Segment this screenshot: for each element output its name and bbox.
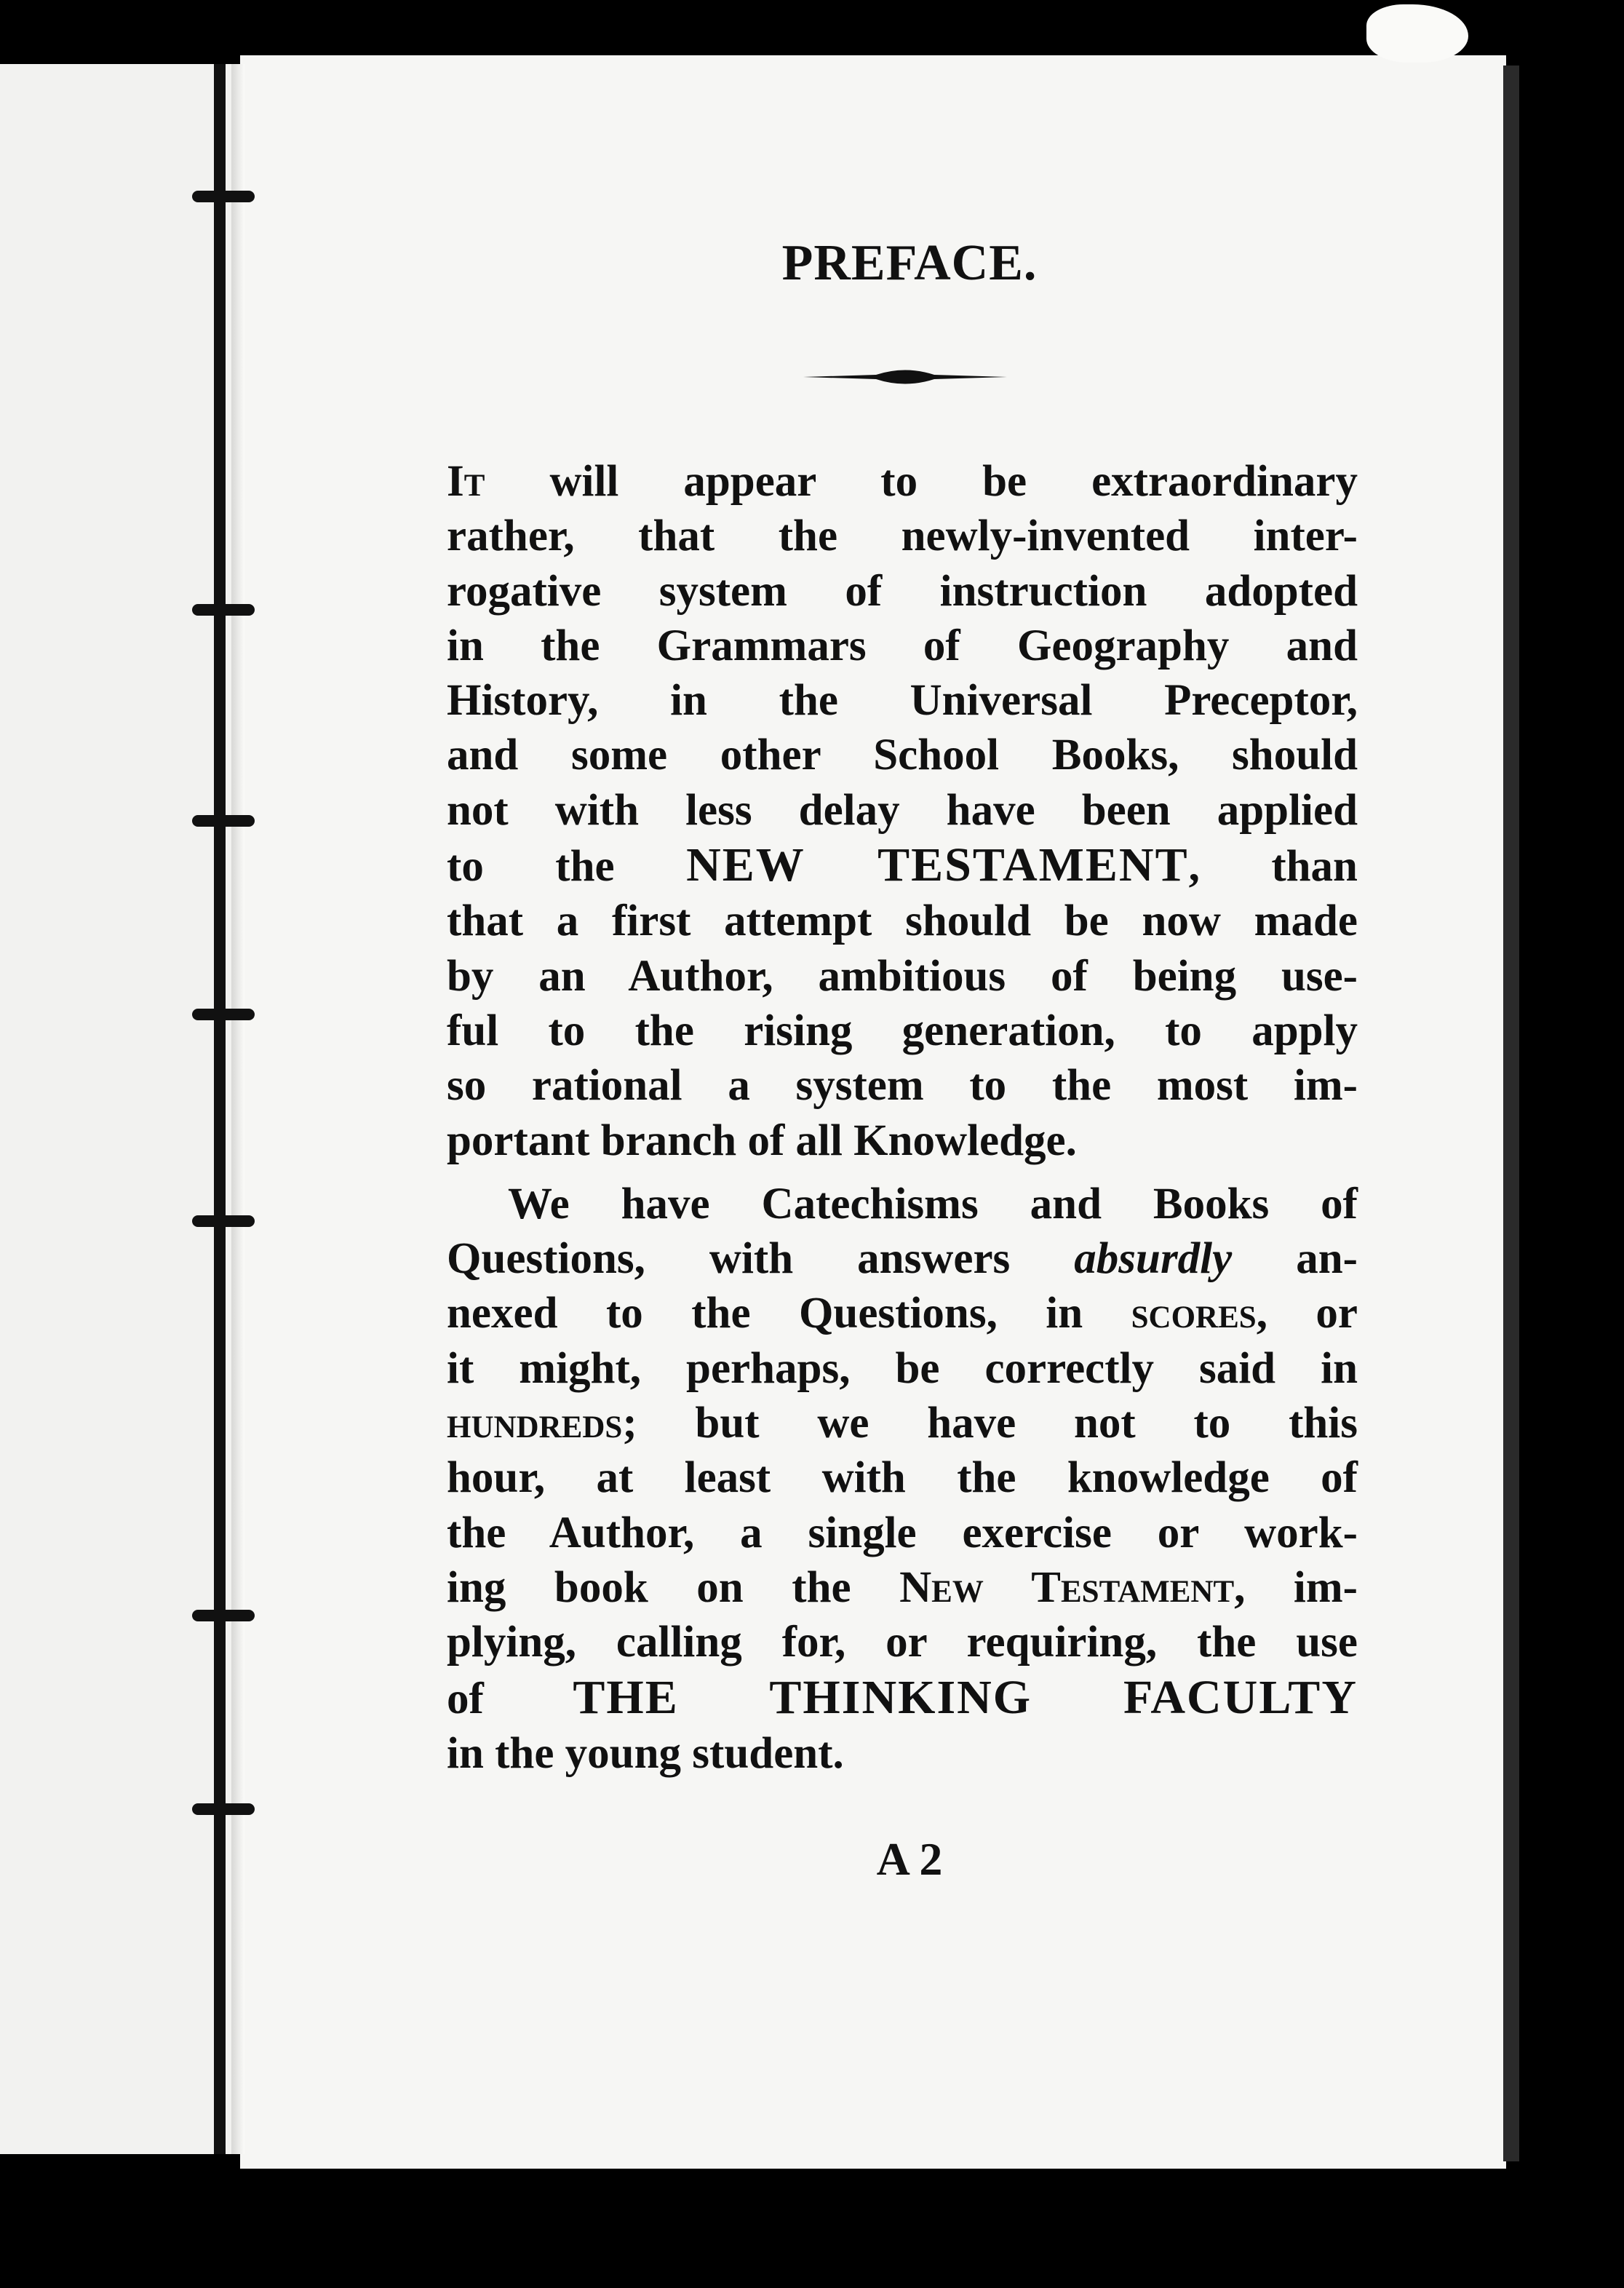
text-line: portant branch of all Knowledge. [447,1116,1077,1165]
text-line: it might, perhaps, be correctly said in [447,1343,1358,1393]
paragraph-2 [447,1177,1358,1781]
text-line: ing book on the New Testament, im- [447,1562,1358,1612]
page-title: PREFACE. [781,235,1038,291]
paragraph-1 [447,454,1358,1168]
drop-word: It [447,457,485,506]
text-line: hundreds; but we have not to this [447,1399,1358,1448]
page-edge-shadow [1503,65,1519,2161]
text-line: by an Author, ambitious of being use- [447,951,1358,1001]
left-page-edge [0,64,240,2154]
text-line: in the Grammars of Geography and [447,621,1358,670]
text-line: rather, that the newly-invented inter- [447,512,1358,561]
text-line: to the NEW TESTAMENT, than [447,838,1358,892]
text-line: Questions, with answers absurdly an- [447,1234,1358,1284]
binding-stitch [192,1803,255,1815]
text-line: hour, at least with the knowledge of [447,1453,1358,1503]
text-line: ful to the rising generation, to apply [447,1006,1358,1055]
text-line: so rational a system to the most im- [447,1061,1358,1111]
text-line: of THE THINKING FACULTY [447,1670,1358,1724]
binding-thread [214,64,226,2154]
paper-fragment [1366,4,1468,63]
text-line: not with less delay have been applied [447,785,1358,835]
line-rest: will appear to be extraordinary [549,457,1358,506]
text-line: and some other School Books, should [447,731,1358,780]
binding-stitch [192,1215,255,1227]
text-line: nexed to the Questions, in scores, or [447,1289,1358,1338]
text-line: in the young student. [447,1728,844,1778]
binding-stitch [192,1009,255,1020]
text-line [447,454,1358,509]
binding-stitch [192,1610,255,1621]
text-line: History, in the Universal Preceptor, [447,676,1358,726]
text-line: rogative system of instruction adopted [447,566,1358,616]
page-gutter [231,64,244,2154]
binding-stitch [192,191,255,202]
text-line: that a first attempt should be now made [447,897,1358,946]
preface-text [447,454,1358,1781]
text-line: We have Catechisms and Books of [508,1179,1358,1228]
text-line: the Author, a single exercise or work- [447,1508,1358,1557]
binding-stitch [192,815,255,827]
ornament-rule [803,362,1007,392]
text-line: plying, calling for, or requiring, the use [447,1618,1358,1667]
binding-stitch [192,604,255,616]
signature-mark: A 2 [876,1833,943,1885]
